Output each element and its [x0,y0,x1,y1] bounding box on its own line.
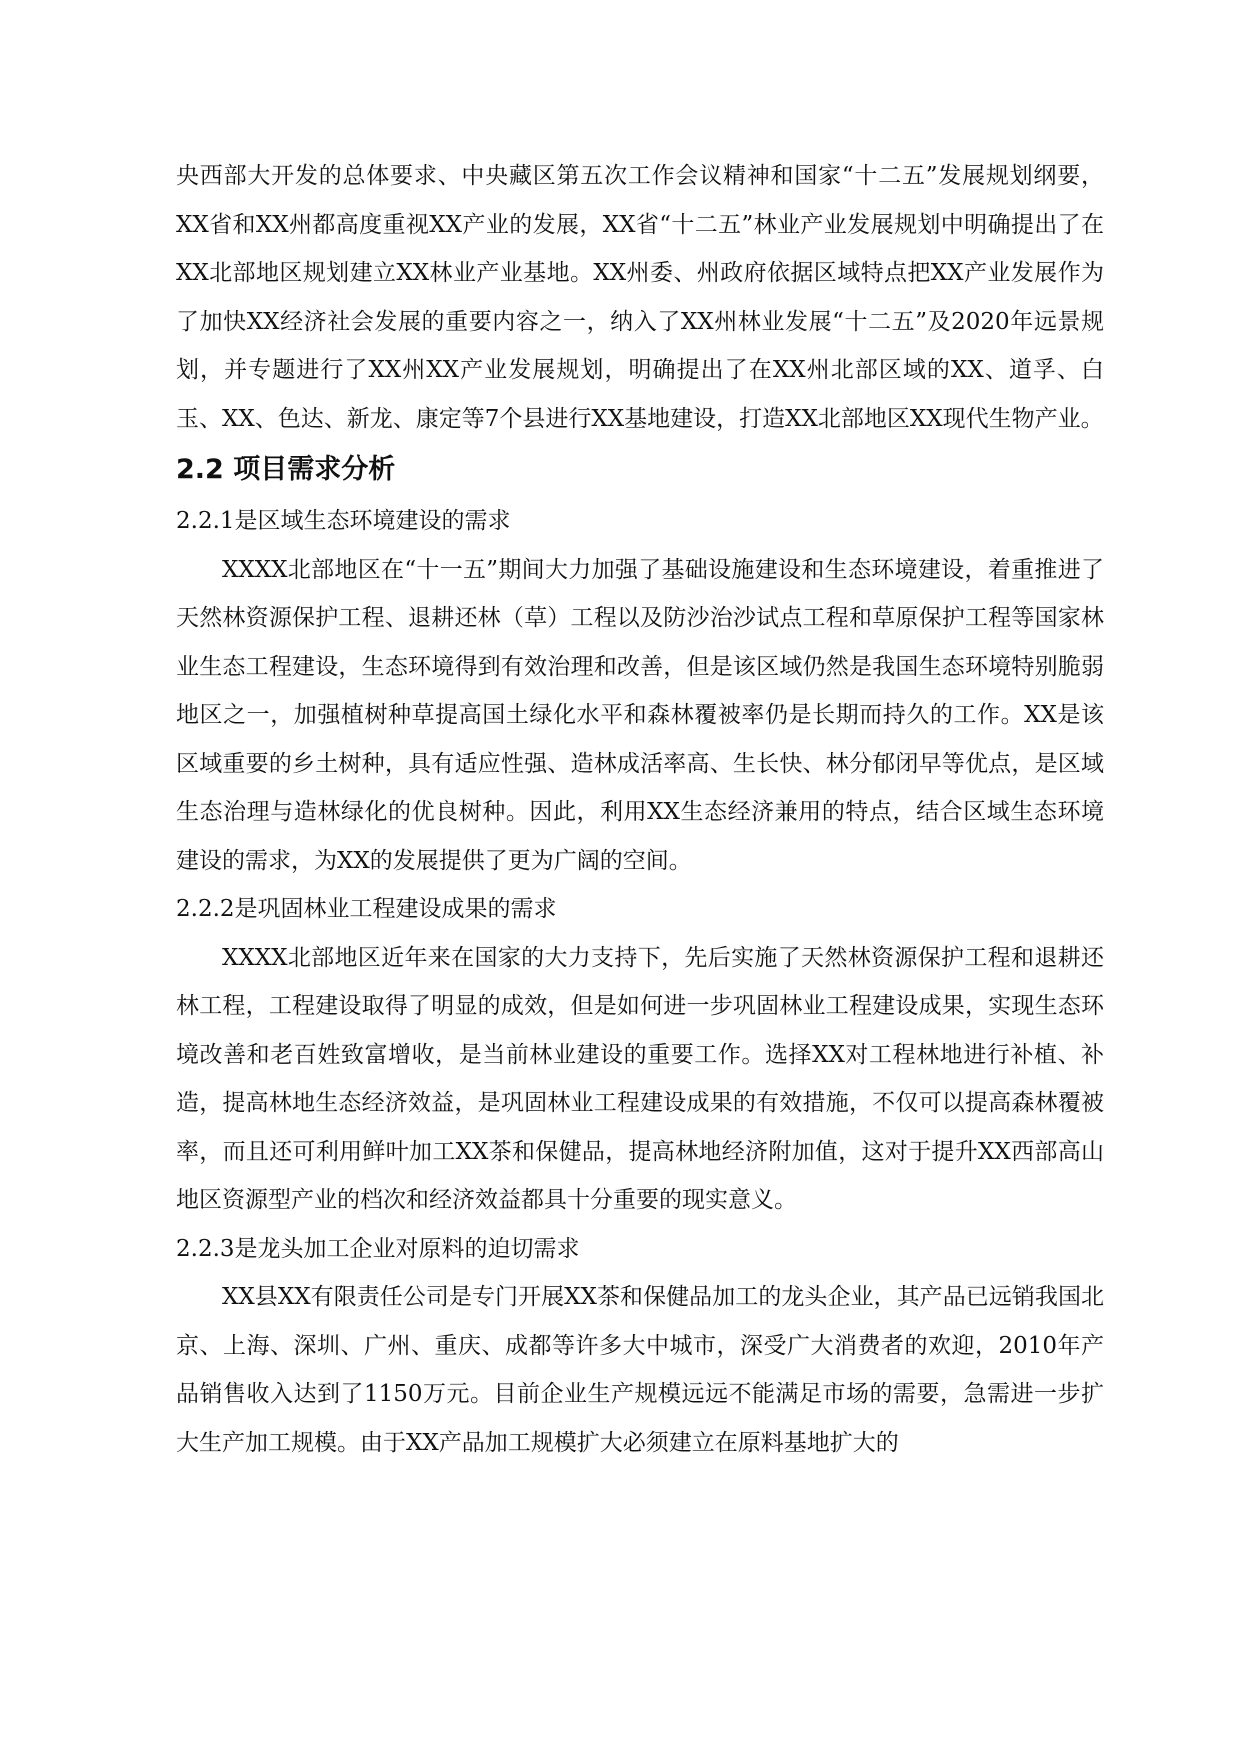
document-body [176,152,1104,1467]
subsection-paragraph: XXXX北部地区近年来在国家的大力支持下，先后实施了天然林资源保护工程和退耕还林工程，工程建设取得了明显的成效，但是如何进一步巩固林业工程建设成果，实现生态环境改善和老百姓致富增收，是当前林业建设的重要工作。选择XX对工程林地进行补植、补造，提高林地生态经济效益，是巩固林业工程建设成果的有效措施，不仅可以提高森林覆被率，而且还可利用鲜叶加工XX茶和保健品，提高林地经济附加值，这对于提升XX西部高山地区资源型产业的档次和经济效益都具十分重要的现实意义。 [176,944,1104,1213]
subsection-heading: 2.2.1是区域生态环境建设的需求 [176,508,511,534]
subsection-heading: 2.2.3是龙头加工企业对原料的迫切需求 [176,1235,580,1262]
intro-paragraph: 央西部大开发的总体要求、中央藏区第五次工作会议精神和国家“十二五”发展规划纲要，XX省和XX州都高度重视XX产业的发展，XX省“十二五”林业产业发展规划中明确提出了在XX北部地区规划建立XX林业产业基地。XX州委、州政府依据区域特点把XX产业发展作为了加快XX经济社会发展的重要内容之一，纳入了XX州林业发展“十二五”及2020年远景规划，并专题进行了XX州XX产业发展规划，明确提出了在XX州北部区域的XX、道孚、白玉、XX、色达、新龙、康定等7个县进行XX基地建设，打造XX北部地区XX现代生物产业。 [176,163,1104,432]
section-heading: 2.2 项目需求分析 [176,454,396,485]
subsection-heading: 2.2.2是巩固林业工程建设成果的需求 [176,896,557,922]
subsection-paragraph: XXXX北部地区在“十一五”期间大力加强了基础设施建设和生态环境建设，着重推进了天然林资源保护工程、退耕还林（草）工程以及防沙治沙试点工程和草原保护工程等国家林业生态工程建设，生态环境得到有效治理和改善，但是该区域仍然是我国生态环境特别脆弱地区之一，加强植树种草提高国土绿化水平和森林覆被率仍是长期而持久的工作。XX是该区域重要的乡土树种，具有适应性强、造林成活率高、生长快、林分郁闭早等优点，是区域生态治理与造林绿化的优良树种。因此，利用XX生态经济兼用的特点，结合区域生态环境建设的需求，为XX的发展提供了更为广阔的空间。 [176,556,1104,874]
subsection-paragraph: XX县XX有限责任公司是专门开展XX茶和保健品加工的龙头企业，其产品已远销我国北京、上海、深圳、广州、重庆、成都等许多大中城市，深受广大消费者的欢迎，2010年产品销售收入达到了1150万元。目前企业生产规模远远不能满足市场的需要，急需进一步扩大生产加工规模。由于XX产品加工规模扩大必须建立在原料基地扩大的 [176,1284,1104,1456]
